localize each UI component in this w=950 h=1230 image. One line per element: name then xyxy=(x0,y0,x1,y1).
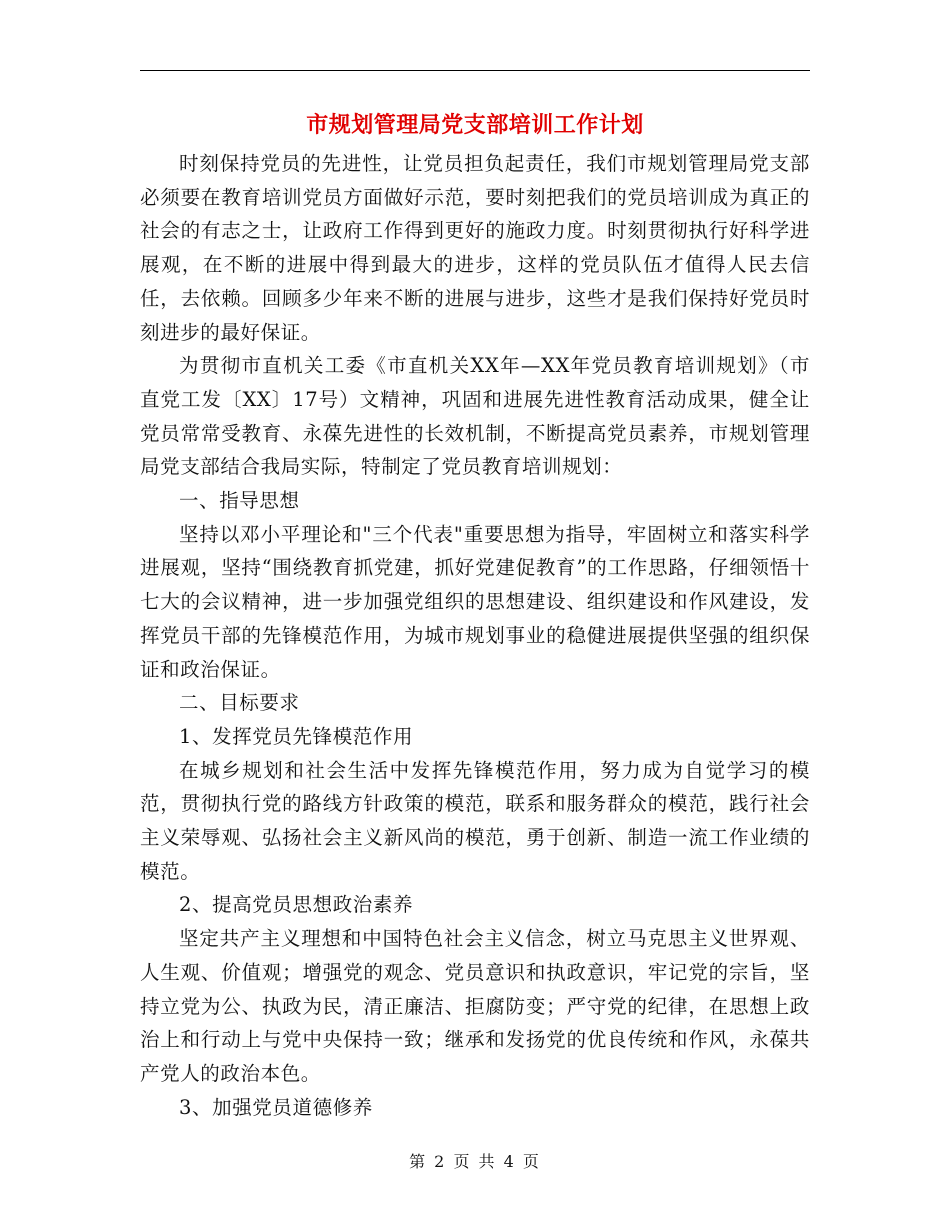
header-rule xyxy=(140,70,810,71)
paragraph-purpose: 为贯彻市直机关工委《市直机关XX年—XX年党员教育培训规划》（市直党工发〔XX〕17号）文精神，巩固和进展先进性教育活动成果，健全让党员常常受教育、永葆先进性的长效机制，不断提高党员素养，市规划管理局党支部结合我局实际，特制定了党员教育培训规划： xyxy=(140,354,810,479)
paragraph-guiding-thought: 坚持以邓小平理论和"三个代表"重要思想为指导，牢固树立和落实科学进展观，坚持“围绕教育抓党建，抓好党建促教育”的工作思路，仔细领悟十七大的会议精神，进一步加强党组织的思想建设、组织建设和作风建设，发挥党员干部的先锋模范作用，为城市规划事业的稳健进展提供坚强的组织保证和政治保证。 xyxy=(140,522,810,681)
document-title: 市规划管理局党支部培训工作计划 xyxy=(306,112,644,138)
paragraph-goal-2: 坚定共产主义理想和中国特色社会主义信念，树立马克思主义世界观、人生观、价值观；增强党的观念、党员意识和执政意识，牢记党的宗旨，坚持立党为公、执政为民，清正廉洁、拒腐防变；严守党的纪律，在思想上政治上和行动上与党中央保持一致；继承和发扬党的优良传统和作风，永葆共产党人的政治本色。 xyxy=(140,927,810,1085)
paragraph-intro: 时刻保持党员的先进性，让党员担负起责任，我们市规划管理局党支部必须要在教育培训党员方面做好示范，要时刻把我们的党员培训成为真正的社会的有志之士，让政府工作得到更好的施政力度。时刻贯彻执行好科学进展观，在不断的进展中得到最大的进步，这样的党员队伍才值得人民去信任，去依赖。回顾多少年来不断的进展与进步，这些才是我们保持好党员时刻进步的最好保证。 xyxy=(140,152,810,344)
subheading-goal-2: 2、提高党员思想政治素养 xyxy=(179,893,414,917)
paragraph-goal-1: 在城乡规划和社会生活中发挥先锋模范作用，努力成为自觉学习的模范，贯彻执行党的路线方针政策的模范，联系和服务群众的模范，践行社会主义荣辱观、弘扬社会主义新风尚的模范，勇于创新、制造一流工作业绩的模范。 xyxy=(140,758,810,883)
subheading-goal-3: 3、加强党员道德修养 xyxy=(179,1095,373,1119)
page-indicator: 第 2 页 共 4 页 xyxy=(409,1152,541,1171)
heading-guiding-thought: 一、指导思想 xyxy=(179,489,300,513)
subheading-goal-1: 1、发挥党员先锋模范作用 xyxy=(179,724,414,748)
document-body xyxy=(140,147,810,1124)
heading-goals: 二、目标要求 xyxy=(179,691,300,715)
